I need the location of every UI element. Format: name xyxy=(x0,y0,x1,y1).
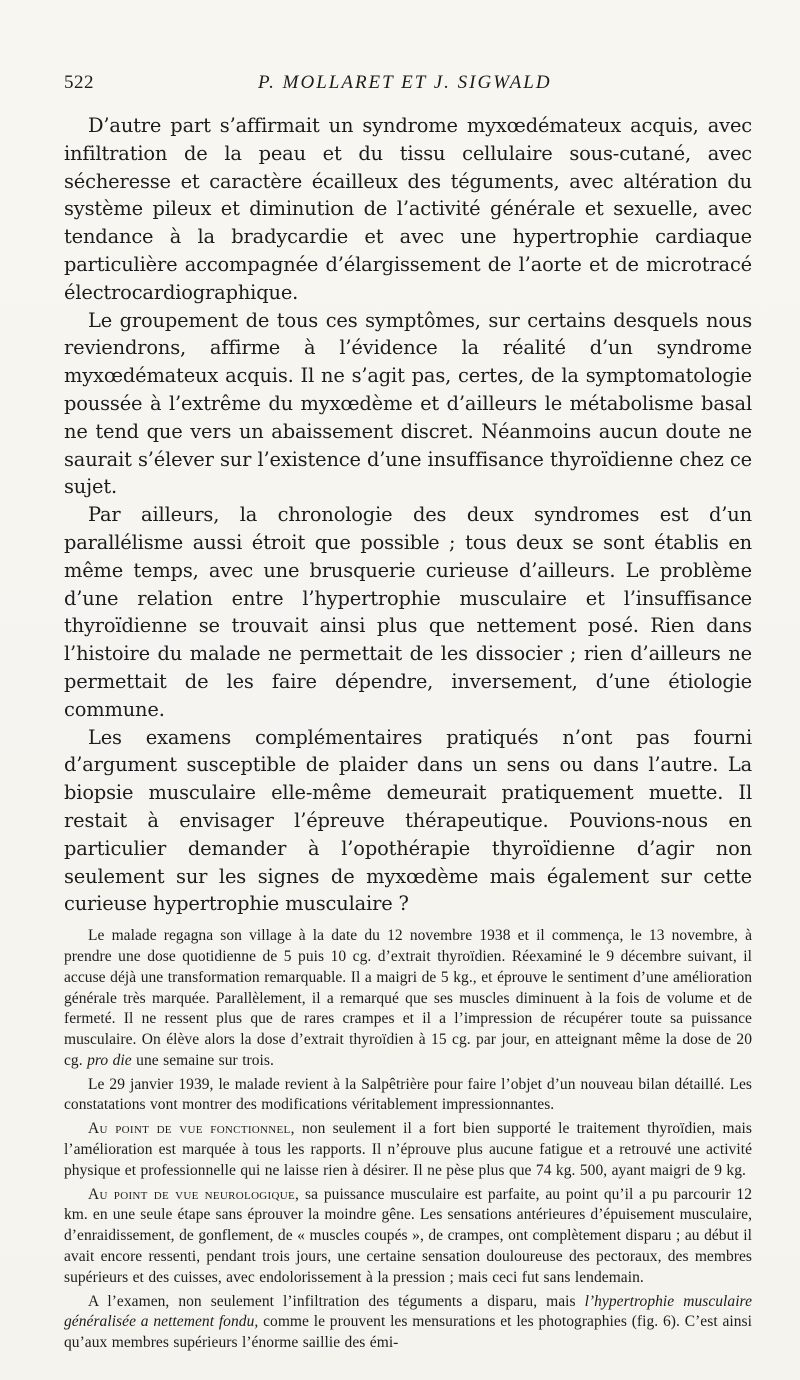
paragraph xyxy=(64,1119,752,1181)
paragraph: Les examens complémentaires pratiqués n’ont pas fourni d’argument susceptible de plaider dans un sens ou dans l’autre. La biopsie musculaire elle-même demeurait pratiquement muette. Il restait à envisager l’épreuve thérapeutique. Pouvions-nous en particulier demander à l’opothérapie thyroïdienne d’agir non seulement sur les signes de myxœdème mais également sur cette curieuse hypertrophie musculaire ? xyxy=(64,725,752,916)
case-notes xyxy=(64,926,752,1354)
text-run: sa puissance musculaire est parfaite, au point qu’il a pu parcourir 12 km. en une seule étape sans éprouver la moindre gêne. Les sensations antérieures d’épuisement musculaire, d’enraidissement, de gonflement, de « muscles coupés », de crampes, ont complètement disparu ; au début il avait encore ressenti, pendant trois jours, une certaine sensation douloureuse des pectoraux, des membres supérieurs et des cuisses, avec endolorissement à la pression ; mais ceci fut sans lendemain. xyxy=(64,1185,752,1286)
paragraph: D’autre part s’affirmait un syndrome myxœdémateux acquis, avec infiltration de la peau et du tissu cellulaire sous-cutané, avec sécheresse et caractère écailleux des téguments, avec altération du système pileux et diminution de l’activité générale et sexuelle, avec tendance à la bradycardie et avec une hypertrophie cardiaque particulière accompagnée d’élargissement de l’aorte et de microtracé électrocardiographique. xyxy=(64,114,752,304)
page-number: 522 xyxy=(64,72,94,93)
running-header xyxy=(64,72,770,102)
body-text xyxy=(64,112,752,1354)
paragraph: Le 29 janvier 1939, le malade revient à la Salpêtrière pour faire l’objet d’un nouveau bilan détaillé. Les constatations vont montrer des modifications véritablement impressionnantes. xyxy=(64,1075,752,1114)
text-run: Le malade regagna son village à la date du 12 novembre 1938 et il commença, le 13 novembre, à prendre une dose quotidienne de 5 puis 10 cg. d’extrait thyroïdien. Réexaminé le 9 décembre suivant, il accuse déjà une transformation remarquable. Il a maigri de 5 kg., et éprouve le sentiment d’une amélioration générale très marquée. Parallèlement, il a remarqué que ses muscles diminuent à la fois de volume et de fermeté. Il ne ressent plus que de rares crampes et il a l’impression de récupérer toute sa puissance musculaire. On élève alors la dose d’extrait thyroïdien à 15 cg. par jour, en atteignant même la dose de 20 cg. xyxy=(64,927,752,1069)
italic-phrase: l’hypertrophie musculaire généralisée a nettement fondu, xyxy=(64,1292,752,1331)
text-run: A l’examen, non seulement l’infiltration des téguments a disparu, mais xyxy=(88,1292,576,1310)
paragraph xyxy=(64,1292,752,1354)
paragraph xyxy=(64,926,752,1072)
paragraph: Le groupement de tous ces symptômes, sur certains desquels nous reviendrons, affirme à l’évidence la réalité d’un syndrome myxœdémateux acquis. Il ne s’agit pas, certes, de la symptomatologie poussée à l’extrême du myxœdème et d’ailleurs le métabolisme basal ne tend que vers un abaissement discret. Néanmoins aucun doute ne saurait s’élever sur l’existence d’une insuffisance thyroïdienne chez ce sujet. xyxy=(64,308,752,499)
section-lead: Au point de vue fonctionnel, xyxy=(88,1120,295,1138)
text-run: comme le prouvent les mensurations et les photographies (fig. 6). C’est ainsi qu’aux membres supérieurs l’énorme saillie des émi- xyxy=(64,1313,752,1352)
running-title: P. MOLLARET ET J. SIGWALD xyxy=(258,72,552,93)
paragraph xyxy=(64,1185,752,1289)
text-run: une semaine sur trois. xyxy=(136,1051,274,1069)
section-lead: Au point de vue neurologique, xyxy=(88,1185,300,1203)
paragraph: Par ailleurs, la chronologie des deux syndromes est d’un parallélisme aussi étroit que possible ; tous deux se sont établis en même temps, avec une brusquerie curieuse d’ailleurs. Le problème d’une relation entre l’hypertrophie musculaire et l’insuffisance thyroïdienne se trouvait ainsi plus que nettement posé. Rien dans l’histoire du malade ne permettait de les dissocier ; rien d’ailleurs ne permettait de les faire dépendre, inversement, d’une étiologie commune. xyxy=(64,503,752,721)
text-run: non seulement il a fort bien supporté le traitement thyroïdien, mais l’amélioration est marquée à tous les rapports. Il n’éprouve plus aucune fatigue et a retrouvé une activité physique et professionnelle qui ne laisse rien à désirer. Il ne pèse plus que 74 kg. 500, ayant maigri de 9 kg. xyxy=(64,1120,752,1179)
italic-term: pro die xyxy=(87,1051,132,1069)
main-text xyxy=(64,112,752,918)
